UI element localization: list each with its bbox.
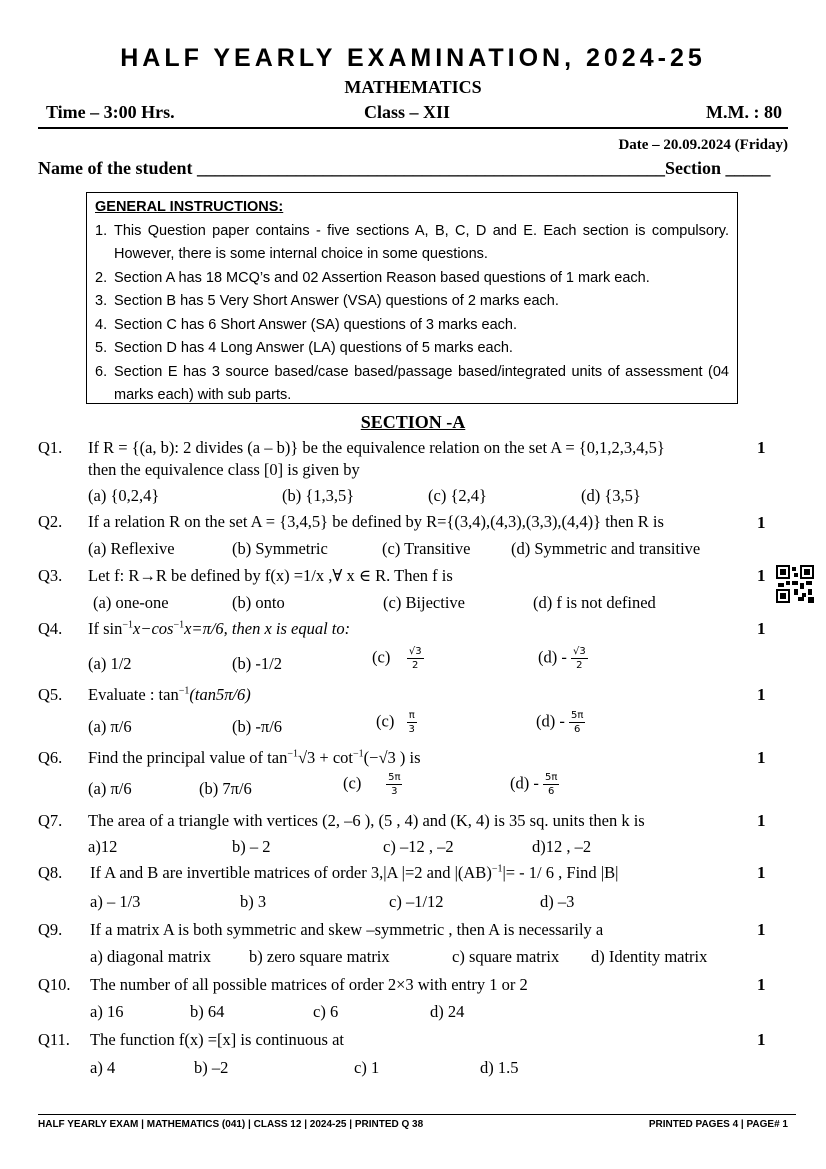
option-d: (d) Symmetric and transitive <box>511 539 701 558</box>
option-c: c) 6 <box>313 1002 339 1021</box>
footer-divider <box>38 1114 796 1115</box>
exam-date: Date – 20.09.2024 (Friday) <box>618 137 788 153</box>
question-number: Q4. <box>38 619 63 638</box>
question-text: The function f(x) =[x] is continuous at <box>90 1030 344 1049</box>
exam-title: HALF YEARLY EXAMINATION, 2024-25 <box>120 44 706 72</box>
question-text: If a matrix A is both symmetric and skew –symmetric , then A is necessarily a <box>90 920 604 939</box>
footer-left: HALF YEARLY EXAM | MATHEMATICS (041) | CLASS 12 | 2024-25 | PRINTED Q 38 <box>38 1119 424 1130</box>
question-number: Q7. <box>38 811 63 830</box>
instruction-item: 3. Section B has 5 Very Short Answer (VSA) questions of 2 marks each. <box>95 293 559 309</box>
option-b: b) –2 <box>194 1058 229 1077</box>
question-marks: 1 <box>757 975 766 994</box>
question-number: Q1. <box>38 438 63 457</box>
question-text: Find the principal value of $\tan^{-1}√3 + \cot^{-1}(-√3$ ) is <box>88 748 421 767</box>
question-number: Q10. <box>38 975 71 994</box>
option-d: (d) - $\frac{5\pi}{6}$ <box>536 710 584 735</box>
question-text: Let f: R→R be defined by f(x) =1/x ,∀ x ∈ R. Then f is <box>88 566 453 585</box>
footer-right: PRINTED PAGES 4 | PAGE# 1 <box>648 1119 788 1130</box>
option-d: d) –3 <box>540 892 575 911</box>
option-d: d) 24 <box>430 1002 465 1021</box>
option-a: (a) π/6 <box>88 779 132 798</box>
option-d: (d) - $\frac{√3}{2}$ <box>538 646 586 671</box>
instruction-item: 1. This Question paper contains - five sections A, B, C, D and E. Each section is compulsory. However, there is some internal choice in some questions. <box>95 222 729 262</box>
question-text-continued: then the equivalence class [0] is given by <box>88 460 360 479</box>
time-label: Time – 3:00 Hrs. <box>46 102 175 122</box>
option-c: (c) $\frac{\pi}{3}$ <box>376 710 415 735</box>
question-number: Q6. <box>38 748 63 767</box>
question-marks: 1 <box>757 1030 766 1049</box>
question-number: Q2. <box>38 512 63 531</box>
option-b: (b) {1,3,5} <box>282 486 355 505</box>
question-marks: 1 <box>757 685 766 704</box>
question-marks: 1 <box>757 566 766 585</box>
option-c: c) –1/12 <box>389 892 444 911</box>
instruction-item: 5. Section D has 4 Long Answer (LA) questions of 5 marks each. <box>95 340 513 356</box>
question-text: If A and B are invertible matrices of order 3,|A |=2 and |(AB)$^{-1}$|= - 1/ 6 , Find |B| <box>90 863 619 882</box>
option-a: (a) π/6 <box>88 717 132 736</box>
general-instructions-box <box>86 192 738 404</box>
option-b: b) 64 <box>190 1002 225 1021</box>
option-d: d)12 , –2 <box>532 837 592 856</box>
subject-title: MATHEMATICS <box>344 77 482 97</box>
question-marks: 1 <box>757 513 766 532</box>
header-divider <box>38 127 788 129</box>
qr-code-icon <box>776 565 814 603</box>
option-b: b) zero square matrix <box>249 947 390 966</box>
question-text: If R = {(a, b): 2 divides (a – b)} be the equivalence relation on the set A = {0,1,2,3,4,5} <box>88 438 665 457</box>
option-b: b) – 2 <box>232 837 271 856</box>
option-b: (b) Symmetric <box>232 539 328 558</box>
option-c: (c) $\frac{√3}{2}$ <box>372 646 422 671</box>
option-d: (d) {3,5} <box>581 486 641 505</box>
option-a: (a) 1/2 <box>88 654 132 673</box>
option-a: a) diagonal matrix <box>90 947 211 966</box>
question-number: Q5. <box>38 685 63 704</box>
option-d: d) 1.5 <box>480 1058 519 1077</box>
question-text: The number of all possible matrices of order 2×3 with entry 1 or 2 <box>90 975 528 994</box>
question-marks: 1 <box>757 811 766 830</box>
question-marks: 1 <box>757 438 766 457</box>
instruction-item: 6. Section E has 3 source based/case based/passage based/integrated units of assessment (04 marks each) with sub parts. <box>95 363 729 403</box>
option-d: (d) - $\frac{5\pi}{6}$ <box>510 772 558 797</box>
option-b: (b) -π/6 <box>232 717 283 736</box>
option-a: a) – 1/3 <box>90 892 141 911</box>
student-name-line: Name of the student ____________________________________________________Section _____ <box>38 158 771 178</box>
option-a: (a) Reflexive <box>88 539 175 558</box>
question-marks: 1 <box>757 863 766 882</box>
option-a: a) 16 <box>90 1002 124 1021</box>
question-marks: 1 <box>757 920 766 939</box>
option-a: (a) one-one <box>93 593 169 612</box>
option-b: (b) -1/2 <box>232 654 282 673</box>
option-b: (b) 7π/6 <box>199 779 252 798</box>
option-c: c) –12 , –2 <box>383 837 454 856</box>
question-marks: 1 <box>757 748 766 767</box>
option-b: b) 3 <box>240 892 267 911</box>
option-c: (c) {2,4} <box>428 486 487 505</box>
question-marks: 1 <box>757 619 766 638</box>
question-number: Q3. <box>38 566 63 585</box>
option-a: a)12 <box>88 837 118 856</box>
option-a: (a) {0,2,4} <box>88 486 160 505</box>
instruction-item: 2. Section A has 18 MCQ’s and 02 Assertion Reason based questions of 1 mark each. <box>95 269 650 286</box>
question-number: Q8. <box>38 863 63 882</box>
question-number: Q9. <box>38 920 63 939</box>
instruction-item: 4. Section C has 6 Short Answer (SA) questions of 3 marks each. <box>95 316 517 333</box>
option-d: (d) f is not defined <box>533 593 656 612</box>
option-c: c) square matrix <box>452 947 560 966</box>
max-marks-label: M.M. : 80 <box>706 102 782 122</box>
question-text: If a relation R on the set A = {3,4,5} be defined by R={(3,4),(4,3),(3,3),(4,4)} then R is <box>88 512 664 531</box>
question-text: The area of a triangle with vertices (2, –6 ), (5 , 4) and (K, 4) is 35 sq. units then k is <box>88 811 645 830</box>
class-label: Class – XII <box>364 102 451 122</box>
option-c: (c) Bijective <box>383 593 466 612</box>
option-c: (c) Transitive <box>382 539 471 558</box>
option-c: c) 1 <box>354 1058 380 1077</box>
question-text: If $\sin^{-1}x-\cos^{-1}x=\pi/6$, then x is equal to: <box>88 619 351 638</box>
option-d: d) Identity matrix <box>591 947 708 966</box>
question-text: Evaluate : $\tan^{-1}(\tan 5\pi/6)$ <box>88 685 251 704</box>
instructions-heading: GENERAL INSTRUCTIONS: <box>95 199 284 215</box>
option-b: (b) onto <box>232 593 285 612</box>
question-number: Q11. <box>38 1030 70 1049</box>
option-c: (c) $\frac{5\pi}{3}$ <box>343 772 401 797</box>
section-a-heading: SECTION -A <box>360 412 466 432</box>
option-a: a) 4 <box>90 1058 116 1077</box>
